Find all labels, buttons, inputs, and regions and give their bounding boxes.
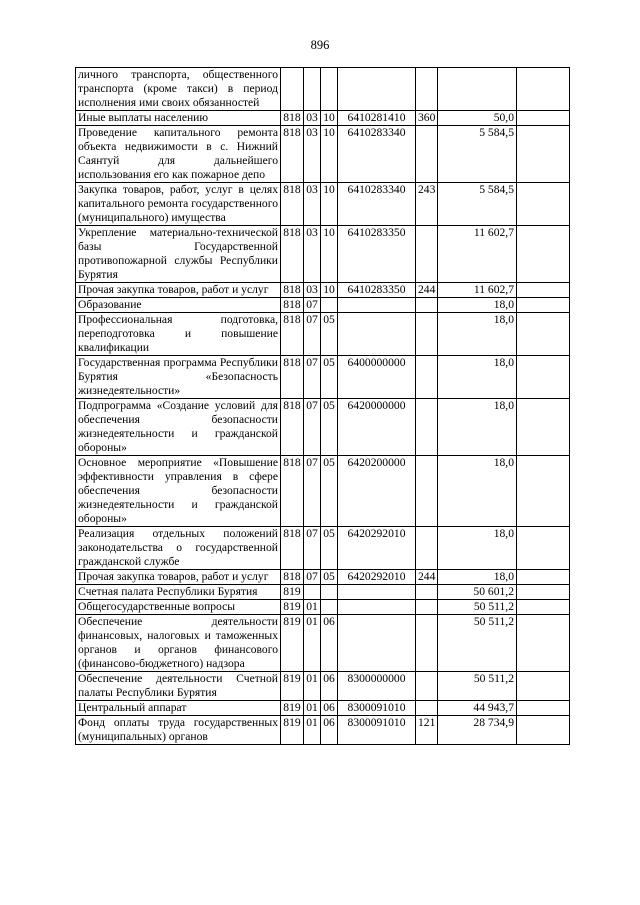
target-article-cell xyxy=(338,600,416,615)
ved-code-cell: 818 xyxy=(281,313,304,356)
section-code-cell: 03 xyxy=(304,126,321,183)
expense-type-cell xyxy=(416,68,438,111)
expense-type-cell xyxy=(416,399,438,456)
amount-cell: 11 602,7 xyxy=(438,283,517,298)
subsection-code-cell: 06 xyxy=(321,672,338,701)
amount-cell: 50,0 xyxy=(438,111,517,126)
ved-code-cell: 818 xyxy=(281,527,304,570)
subsection-code-cell: 10 xyxy=(321,283,338,298)
expense-type-cell xyxy=(416,126,438,183)
ved-code-cell: 818 xyxy=(281,126,304,183)
subsection-code-cell: 10 xyxy=(321,183,338,226)
row-name-cell: Реализация отдельных положений законодательства о государственной гражданской службе xyxy=(76,527,281,570)
row-name-cell: Обеспечение деятельности финансовых, налоговых и таможенных органов и органов финансового (финансово-бюджетного) надзора xyxy=(76,615,281,672)
subsection-code-cell: 10 xyxy=(321,226,338,283)
subsection-code-cell: 06 xyxy=(321,716,338,745)
ved-code-cell: 818 xyxy=(281,399,304,456)
subsection-code-cell: 05 xyxy=(321,399,338,456)
row-name-cell: Прочая закупка товаров, работ и услуг xyxy=(76,283,281,298)
expense-type-cell xyxy=(416,585,438,600)
target-article-cell: 6420292010 xyxy=(338,527,416,570)
amount-cell: 50 511,2 xyxy=(438,615,517,672)
section-code-cell: 01 xyxy=(304,615,321,672)
section-code-cell: 03 xyxy=(304,183,321,226)
section-code-cell: 07 xyxy=(304,570,321,585)
row-name-cell: Укрепление материально-технической базы Государственной противопожарной службы Республики Бурятия xyxy=(76,226,281,283)
empty-column-cell xyxy=(517,68,570,111)
expense-type-cell: 243 xyxy=(416,183,438,226)
row-name-cell: Подпрограмма «Создание условий для обеспечения безопасности жизнедеятельности и гражданской обороны» xyxy=(76,399,281,456)
table-row xyxy=(76,356,570,399)
amount-cell: 44 943,7 xyxy=(438,701,517,716)
expense-type-cell xyxy=(416,456,438,527)
empty-column-cell xyxy=(517,298,570,313)
empty-column-cell xyxy=(517,313,570,356)
expense-type-cell xyxy=(416,615,438,672)
target-article-cell xyxy=(338,68,416,111)
empty-column-cell xyxy=(517,672,570,701)
target-article-cell: 6420200000 xyxy=(338,456,416,527)
ved-code-cell: 819 xyxy=(281,615,304,672)
expense-type-cell: 360 xyxy=(416,111,438,126)
table-body xyxy=(76,68,570,745)
expense-type-cell: 121 xyxy=(416,716,438,745)
subsection-code-cell: 05 xyxy=(321,570,338,585)
subsection-code-cell: 05 xyxy=(321,356,338,399)
table-row xyxy=(76,226,570,283)
expense-type-cell xyxy=(416,313,438,356)
row-name-cell: Основное мероприятие «Повышение эффективности управления в сфере обеспечения безопасности жизнедеятельности и гражданской обороны» xyxy=(76,456,281,527)
amount-cell: 5 584,5 xyxy=(438,126,517,183)
amount-cell: 11 602,7 xyxy=(438,226,517,283)
expense-type-cell xyxy=(416,672,438,701)
target-article-cell: 6410283340 xyxy=(338,183,416,226)
ved-code-cell: 818 xyxy=(281,183,304,226)
empty-column-cell xyxy=(517,456,570,527)
amount-cell: 5 584,5 xyxy=(438,183,517,226)
row-name-cell: Счетная палата Республики Бурятия xyxy=(76,585,281,600)
empty-column-cell xyxy=(517,183,570,226)
empty-column-cell xyxy=(517,527,570,570)
table-row xyxy=(76,111,570,126)
amount-cell: 18,0 xyxy=(438,313,517,356)
row-name-cell: Фонд оплаты труда государственных (муниципальных) органов xyxy=(76,716,281,745)
empty-column-cell xyxy=(517,356,570,399)
ved-code-cell: 819 xyxy=(281,716,304,745)
subsection-code-cell: 06 xyxy=(321,701,338,716)
expense-type-cell xyxy=(416,600,438,615)
ved-code-cell: 819 xyxy=(281,701,304,716)
section-code-cell xyxy=(304,68,321,111)
amount-cell: 18,0 xyxy=(438,356,517,399)
row-name-cell: Профессиональная подготовка, переподготовка и повышение квалификации xyxy=(76,313,281,356)
target-article-cell: 6420292010 xyxy=(338,570,416,585)
row-name-cell: Прочая закупка товаров, работ и услуг xyxy=(76,570,281,585)
table-row xyxy=(76,701,570,716)
section-code-cell: 07 xyxy=(304,527,321,570)
target-article-cell: 8300091010 xyxy=(338,701,416,716)
empty-column-cell xyxy=(517,399,570,456)
amount-cell xyxy=(438,68,517,111)
ved-code-cell xyxy=(281,68,304,111)
empty-column-cell xyxy=(517,600,570,615)
ved-code-cell: 819 xyxy=(281,600,304,615)
empty-column-cell xyxy=(517,585,570,600)
amount-cell: 18,0 xyxy=(438,399,517,456)
expense-type-cell xyxy=(416,226,438,283)
page-number: 896 xyxy=(310,38,330,52)
empty-column-cell xyxy=(517,615,570,672)
row-name-cell: Государственная программа Республики Бурятия «Безопасность жизнедеятельности» xyxy=(76,356,281,399)
table-row xyxy=(76,585,570,600)
row-name-cell: Закупка товаров, работ, услуг в целях капитального ремонта государственного (муниципального) имущества xyxy=(76,183,281,226)
subsection-code-cell xyxy=(321,68,338,111)
empty-column-cell xyxy=(517,701,570,716)
section-code-cell: 01 xyxy=(304,716,321,745)
section-code-cell: 07 xyxy=(304,298,321,313)
target-article-cell: 8300091010 xyxy=(338,716,416,745)
table-row xyxy=(76,615,570,672)
subsection-code-cell: 05 xyxy=(321,527,338,570)
target-article-cell xyxy=(338,313,416,356)
ved-code-cell: 818 xyxy=(281,456,304,527)
subsection-code-cell: 05 xyxy=(321,456,338,527)
empty-column-cell xyxy=(517,570,570,585)
section-code-cell: 01 xyxy=(304,600,321,615)
table-row xyxy=(76,313,570,356)
subsection-code-cell: 10 xyxy=(321,111,338,126)
amount-cell: 18,0 xyxy=(438,456,517,527)
ved-code-cell: 818 xyxy=(281,298,304,313)
ved-code-cell: 818 xyxy=(281,226,304,283)
target-article-cell: 6420000000 xyxy=(338,399,416,456)
section-code-cell: 03 xyxy=(304,226,321,283)
table-row xyxy=(76,716,570,745)
section-code-cell: 07 xyxy=(304,399,321,456)
table-row xyxy=(76,527,570,570)
ved-code-cell: 818 xyxy=(281,570,304,585)
ved-code-cell: 819 xyxy=(281,585,304,600)
section-code-cell: 07 xyxy=(304,313,321,356)
empty-column-cell xyxy=(517,111,570,126)
target-article-cell: 6410283350 xyxy=(338,226,416,283)
section-code-cell: 01 xyxy=(304,701,321,716)
amount-cell: 50 511,2 xyxy=(438,672,517,701)
table-row xyxy=(76,126,570,183)
row-name-cell: личного транспорта, общественного транспорта (кроме такси) в период исполнения ими своих обязанностей xyxy=(76,68,281,111)
row-name-cell: Иные выплаты населению xyxy=(76,111,281,126)
expense-type-cell xyxy=(416,701,438,716)
target-article-cell: 6410283350 xyxy=(338,283,416,298)
subsection-code-cell: 05 xyxy=(321,313,338,356)
expense-type-cell xyxy=(416,298,438,313)
section-code-cell: 07 xyxy=(304,456,321,527)
subsection-code-cell: 06 xyxy=(321,615,338,672)
section-code-cell: 03 xyxy=(304,283,321,298)
subsection-code-cell xyxy=(321,298,338,313)
subsection-code-cell xyxy=(321,585,338,600)
ved-code-cell: 818 xyxy=(281,111,304,126)
section-code-cell xyxy=(304,585,321,600)
ved-code-cell: 818 xyxy=(281,356,304,399)
target-article-cell: 6410281410 xyxy=(338,111,416,126)
section-code-cell: 03 xyxy=(304,111,321,126)
table-row xyxy=(76,399,570,456)
amount-cell: 18,0 xyxy=(438,527,517,570)
amount-cell: 50 511,2 xyxy=(438,600,517,615)
target-article-cell xyxy=(338,585,416,600)
row-name-cell: Проведение капитального ремонта объекта недвижимости в с. Нижний Саянтуй для дальнейшего использования его как пожарное депо xyxy=(76,126,281,183)
expense-type-cell xyxy=(416,527,438,570)
expense-type-cell: 244 xyxy=(416,283,438,298)
ved-code-cell: 819 xyxy=(281,672,304,701)
empty-column-cell xyxy=(517,226,570,283)
table-row xyxy=(76,298,570,313)
target-article-cell: 6410283340 xyxy=(338,126,416,183)
table-row xyxy=(76,183,570,226)
row-name-cell: Образование xyxy=(76,298,281,313)
row-name-cell: Обеспечение деятельности Счетной палаты Республики Бурятия xyxy=(76,672,281,701)
amount-cell: 18,0 xyxy=(438,298,517,313)
section-code-cell: 07 xyxy=(304,356,321,399)
amount-cell: 50 601,2 xyxy=(438,585,517,600)
target-article-cell: 8300000000 xyxy=(338,672,416,701)
expense-type-cell: 244 xyxy=(416,570,438,585)
target-article-cell: 6400000000 xyxy=(338,356,416,399)
amount-cell: 18,0 xyxy=(438,570,517,585)
amount-cell: 28 734,9 xyxy=(438,716,517,745)
target-article-cell xyxy=(338,298,416,313)
empty-column-cell xyxy=(517,283,570,298)
target-article-cell xyxy=(338,615,416,672)
table-row xyxy=(76,283,570,298)
empty-column-cell xyxy=(517,126,570,183)
table-row xyxy=(76,672,570,701)
row-name-cell: Общегосударственные вопросы xyxy=(76,600,281,615)
subsection-code-cell: 10 xyxy=(321,126,338,183)
table-row xyxy=(76,600,570,615)
subsection-code-cell xyxy=(321,600,338,615)
row-name-cell: Центральный аппарат xyxy=(76,701,281,716)
budget-table xyxy=(75,67,570,745)
section-code-cell: 01 xyxy=(304,672,321,701)
table-row xyxy=(76,456,570,527)
ved-code-cell: 818 xyxy=(281,283,304,298)
empty-column-cell xyxy=(517,716,570,745)
expense-type-cell xyxy=(416,356,438,399)
table-row xyxy=(76,68,570,111)
table-row xyxy=(76,570,570,585)
